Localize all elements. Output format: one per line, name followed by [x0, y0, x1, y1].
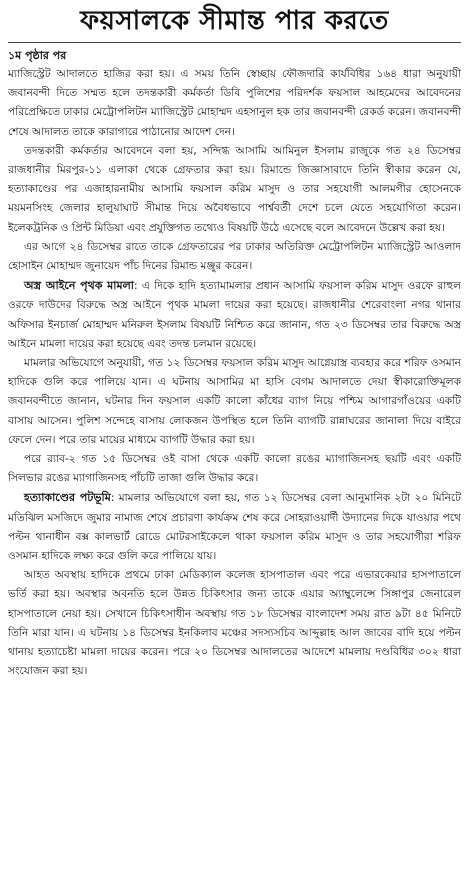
section-arms-case-lead-text: : এ দিকে হাদি হত্যামামলার প্রধান আসামি ফয়সাল করিম মাসুদ ওরফে রাহুল ওরফে দাউদের বিরুদ্ধে অস্ত্র আইনে পৃথক মামলা দায়ের করা হয়েছে। রাজধানীর শেরেবাংলা নগর থানার অফিসার ইনচার্জ মোহাম্মদ মনিরুল ইসলাম বিষয়টি নিশ্চিত করে জানান, গত ২৩ ডিসেম্বর তার বিরুদ্ধে অস্ত্র আইনে মামলা দায়ের করা হয়েছে এবং তদন্ত চলমান রয়েছে।: [8, 280, 461, 350]
continued-from-label: ১ম পৃষ্ঠার পর: [8, 49, 67, 62]
article-paragraph-3: এর আগে ২৪ ডিসেম্বর রাতে তাকে গ্রেফতারের পর ঢাকার অতিরিক্ত মেট্রোপলিটন ম্যাজিস্ট্রেট আওলাদ হোসাইন মোহাম্মদ জুনায়েদ পাঁচ দিনের রিমান্ড মঞ্জুর করেন।: [8, 240, 461, 273]
section-arms-case-lead: [8, 276, 461, 354]
section-arms-case-subhead: অস্ত্র আইনে পৃথক মামলা: [24, 279, 134, 293]
article-paragraph-8: আহত অবস্থায় হাদিকে প্রথমে ঢাকা মেডিক্যাল কলেজ হাসপাতাল এবং পরে এভারকেয়ার হাসপাতালে ভর্তি করা হয়। অবস্থার অবনতি হলে উন্নত চিকিৎসার জন্য তাকে এয়ার অ্যাম্বুলেন্সে সিঙ্গাপুর জেনারেল হাসপাতালে নেয়া হয়। সেখানে চিকিৎসাধীন অবস্থায় গত ১৮ ডিসেম্বর বাংলাদেশ সময় রাত ৯টা ৪৫ মিনিটে তিনি মারা যান। এ ঘটনায় ১৪ ডিসেম্বর ইনকিলাব মঞ্চের সদস্যসচিব আব্দুল্লাহ আল জাবের বাদি হয়ে পল্টন থানায় হত্যাচেষ্টা মামলা দায়ের করেন। পরে ২০ ডিসেম্বর আদালতের আদেশে মামলায় দণ্ডবিধির ৩০২ ধারা সংযোজন করা হয়।: [8, 569, 461, 678]
section-background-lead-text: : মামলার অভিযোগে বলা হয়, গত ১২ ডিসেম্বর বেলা আনুমানিক ২টা ২০ মিনিটে মতিঝিল মসজিদে জুমার নামাজ শেষে প্রচারণা কার্যক্রম শেষ করে সোহরাওয়ার্দী উদ্যানের দিকে যাওয়ার পথে পল্টন থানাধীন বক্স কালভার্ট রোডে মোটরসাইকেলে থাকা ফয়সাল করিম মাসুদ ও তার সহযোগীরা শরিফ ওসমান হাদিকে লক্ষ্য করে গুলি করে পালিয়ে যায়।: [8, 492, 461, 563]
article-paragraph-2: তদন্তকারী কর্মকর্তার আবেদনে বলা হয়, সন্দিগ্ধ আসামি আমিনুল ইসলাম রাজুকে গত ২৪ ডিসেম্বর রাজধানীর মিরপুর-১১ এলাকা থেকে গ্রেফতার করা হয়। রিমান্ডে জিজ্ঞাসাবাদে তিনি স্বীকার করেন যে, হত্যাকাণ্ডের পর এজাহারনামীয় আসামি ফয়সাল করিম মাসুদ ও তার সহযোগী আলমগীর হোসেনকে ময়মনসিংহ জেলার হালুয়াঘাট সীমান্ত দিয়ে অবৈধভাবে পার্শ্ববর্তী দেশে চলে যেতে সহযোগিতা করেন। ইলেকট্রনিক ও প্রিন্ট মিডিয়া এবং প্রযুক্তিগত তথ্যেও বিষয়টি উঠে এসেছে বলে আবেদনে উল্লেখ করা হয়।: [8, 144, 461, 234]
section-background-lead: [8, 488, 461, 566]
article-paragraph-1: ম্যাজিস্ট্রেট আদালতে হাজির করা হয়। এ সময় তিনি স্বেচ্ছায় ফৌজদারি কার্যবিধির ১৬৪ ধারা অনুযায়ী জবানবন্দী দিতে সম্মত হলে তদন্তকারী কর্মকর্তা ডিবি পুলিশের পরিদর্শক ফয়সাল আহমেদের আবেদনের পরিপ্রেক্ষিতে ঢাকার মেট্রোপলিটন ম্যাজিস্ট্রেট মোহাম্মদ এহসানুল হক তার জবানবন্দী রেকর্ড করেন। জবানবন্দী শেষে আদালত তাকে কারাগারে পাঠানোর আদেশ দেন।: [8, 68, 461, 138]
newspaper-clipping: [0, 4, 469, 887]
article-paragraph-5: মামলার অভিযোগে অনুযায়ী, গত ১২ ডিসেম্বর ফয়সাল করিম মাসুদ আগ্নেয়াস্ত্র ব্যবহার করে শরিফ ওসমান হাদিকে গুলি করে পালিয়ে যান। এ ঘটনায় আসামির মা হাসি বেগম আদালতে দেয়া স্বীকারোক্তিমূলক জবানবন্দীতে জানান, ঘটনার দিন ফয়সাল একটি কালো কাঁধের ব্যাগ নিয়ে পশ্চিম আগারগাঁওয়ের একটি বাসায় আসেন। পুলিশ সন্দেহে বাসায় লোকজন উপস্থিত হলে তিনি ব্যাগটি রান্নাঘরের জানালা দিয়ে বাইরে ফেলে দেন। পরে তার মায়ের মাধ্যমে ব্যাগটি উদ্ধার করা হয়।: [8, 357, 461, 446]
headline: ফয়সালকে সীমান্ত পার করতে: [80, 6, 389, 36]
section-background-subhead: হত্যাকাণ্ডের পটভূমি: [24, 491, 111, 505]
headline-divider: [8, 42, 461, 43]
article-paragraph-6: পরে র‌্যাব-২ গত ১৫ ডিসেম্বর ওই বাসা থেকে একটি কালো রঙের ম্যাগাজিনসহ ছয়টি এবং একটি সিলভার রঙের ম্যাগাজিনসহ পাঁচটি তাজা গুলি উদ্ধার করে।: [8, 453, 461, 485]
article-body: [8, 47, 461, 682]
